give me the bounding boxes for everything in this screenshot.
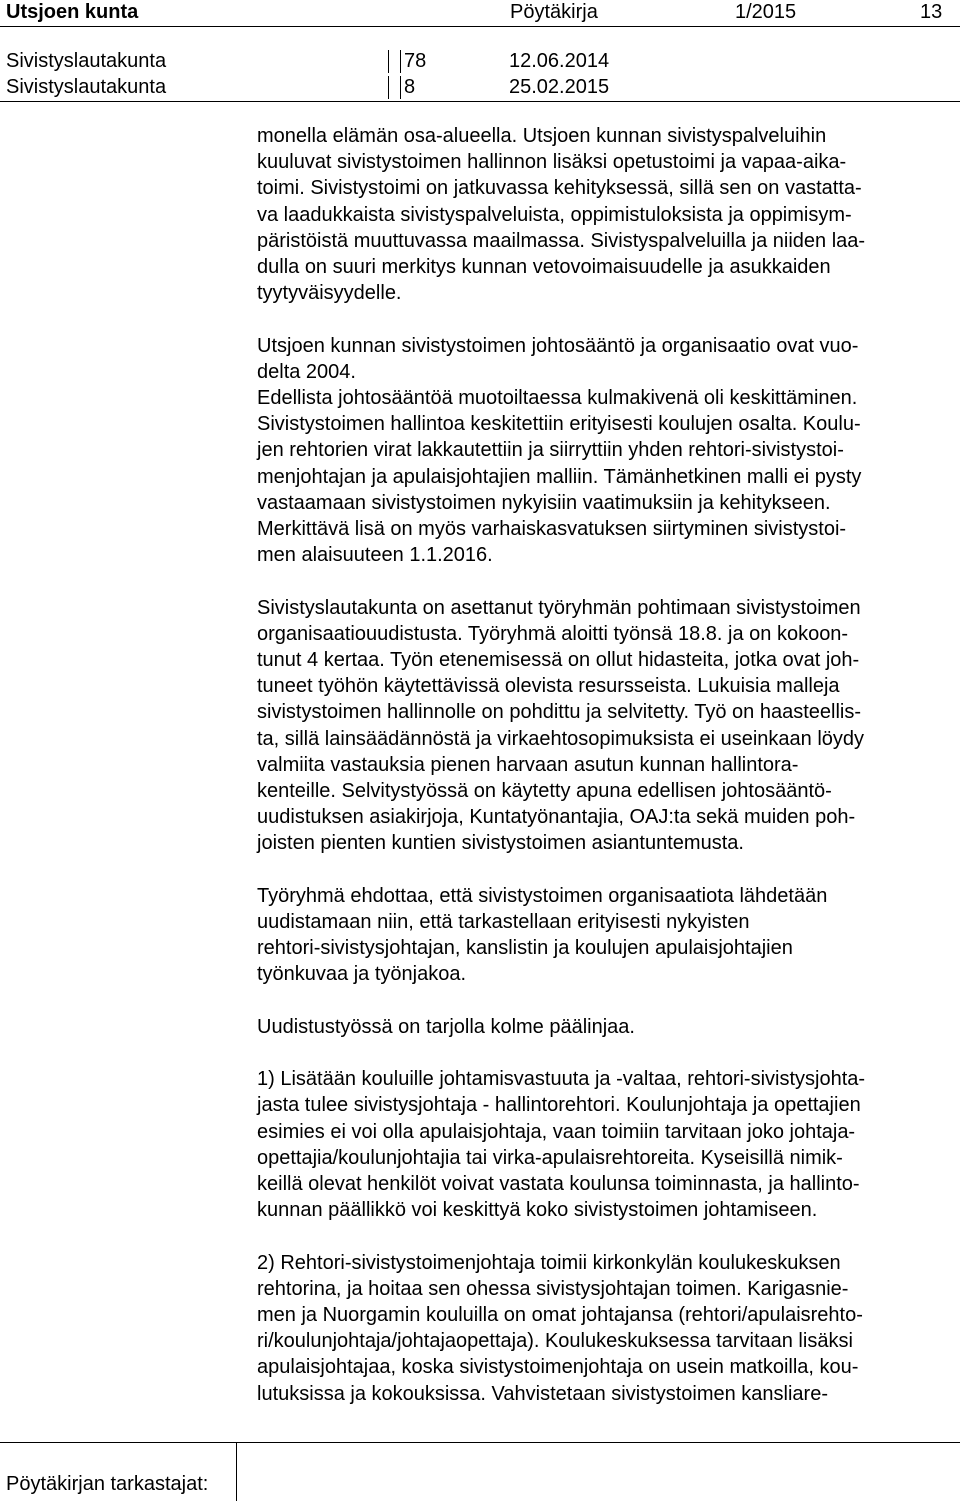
- meeting-divider: [0, 101, 960, 102]
- meeting-row: [0, 49, 960, 75]
- footer-divider: [0, 1442, 960, 1443]
- organization-name: Utsjoen kunta: [6, 1, 139, 23]
- body-paragraph: monella elämän osa-alueella. Utsjoen kunnan sivistyspalveluihin kuuluvat sivistystoimen hallinnon lisäksi opetustoimi ja vapaa-aika- toimi. Sivistystoimi on jatkuvassa kehityksessä, sillä sen on vastatta- va laadukkaista sivistyspalveluista, oppimistuloksista ja oppimisym- päristöistä muuttuvassa maailmassa. Sivistyspalveluilla ja niiden laa- dulla on suuri merkitys kunnan vetovoimaisuudelle ja asukkaiden tyytyväisyydelle.: [257, 125, 866, 305]
- body-paragraph: 1) Lisätään kouluille johtamisvastuuta ja -valtaa, rehtori-sivistysjohta- jasta tulee sivistysjohtaja - hallintorehtori. Koulunjohtaja ja opettajien esimies ei voi olla apulaisjohtaja, vaan toimiin tarvitaan joko johtaja- opettajia/koulunjohtajia tai virka-apulaisrehtoreita. Kyseisillä nimik- keillä olevat henkilöt voivat vastata koulunsa toiminnasta, ja hallinto- kunnan päällikkö voi keskittyä koko sivistystoimen johtamiseen.: [257, 1068, 866, 1222]
- meeting-date: 25.02.2015: [509, 76, 610, 98]
- body-paragraph: Sivistyslautakunta on asettanut työryhmän pohtimaan sivistystoimen organisaatiouudistusta. Työryhmä aloitti työnsä 18.8. ja on kokoon- tunut 4 kertaa. Työn etenemisessä on ollut hidasteita, jotka ovat joh- tuneet työhön käytettävissä olevista resursseista. Lukuisia malleja sivistystoimen hallinnolle on pohdittu ja selvitetty. Työ on haasteellis- ta, sillä lainsäädännöstä ja virkaehtosopimuksista ei useinkaan löydy valmiita vastauksia pienen harvaan asutun kunnan hallintora- kenteille. Selvitystyössä on käytetty apuna edellisen johtosääntö- uudistuksen asiakirjoja, Kuntatyönantajia, OAJ:ta sekä muiden poh- joisten pienten kuntien sivistystoimen asiantuntemusta.: [257, 596, 865, 855]
- meeting-item-number: 78: [404, 50, 427, 72]
- body-paragraph: 2) Rehtori-sivistystoimenjohtaja toimii kirkonkylän koulukeskuksen rehtorina, ja hoitaa sen ohessa sivistysjohtajan toimen. Karigasnie- men ja Nuorgamin kouluilla on omat johtajansa (rehtori/apulaisrehto- ri/koulunjohtaja/johtajaopettaja). Koulukeskuksessa tarvitaan lisäksi apulaisjohtajaa, koska sivistystoimenjohtaja on usein matkoilla, kou- lutuksissa ja kokouksissa. Vahvistetaan sivistystoimen kansliare-: [257, 1251, 863, 1405]
- section-mark: [388, 76, 401, 99]
- meeting-row: [0, 75, 960, 101]
- meeting-item-number: 8: [404, 76, 416, 98]
- document-body: [257, 123, 957, 1433]
- footer-inspectors-label: Pöytäkirjan tarkastajat:: [6, 1473, 209, 1495]
- footer-column-divider: [236, 1442, 237, 1501]
- page-number: 13: [920, 1, 943, 23]
- header-divider: [0, 26, 960, 27]
- meeting-date: 12.06.2014: [509, 50, 610, 72]
- document-header: [0, 0, 960, 26]
- section-mark: [388, 50, 401, 73]
- meeting-body: Sivistyslautakunta: [6, 50, 167, 72]
- body-paragraph: Utsjoen kunnan sivistystoimen johtosääntö ja organisaatio ovat vuo- delta 2004. Edellista johtosääntöä muotoiltaessa kulmakivenä oli keskittäminen. Sivistystoimen hallintoa keskitettiin erityisesti koulujen osalta. Koulu- jen rehtorien virat lakkautettiin ja siirryttiin yhden rehtori-sivistystoi- menjohtajan ja apulaisjohtajien malliin. Tämänhetkinen malli ei pysty vastaamaan sivistystoimen nykyisiin vaatimuksiin ja kehitykseen. Merkittävä lisä on myös varhaiskasvatuksen siirtyminen sivistystoi- men alaisuuteen 1.1.2016.: [257, 334, 862, 567]
- meeting-body: Sivistyslautakunta: [6, 76, 167, 98]
- body-paragraph: Työryhmä ehdottaa, että sivistystoimen organisaatiota lähdetään uudistamaan niin, että tarkastellaan erityisesti nykyisten rehtori-sivistysjohtajan, kanslistin ja koulujen apulaisjohtajien työnkuvaa ja työnjakoa.: [257, 884, 828, 986]
- document-number: 1/2015: [735, 1, 797, 23]
- document-type: Pöytäkirja: [510, 1, 598, 23]
- body-paragraph: Uudistustyössä on tarjolla kolme päälinjaa.: [257, 1015, 635, 1038]
